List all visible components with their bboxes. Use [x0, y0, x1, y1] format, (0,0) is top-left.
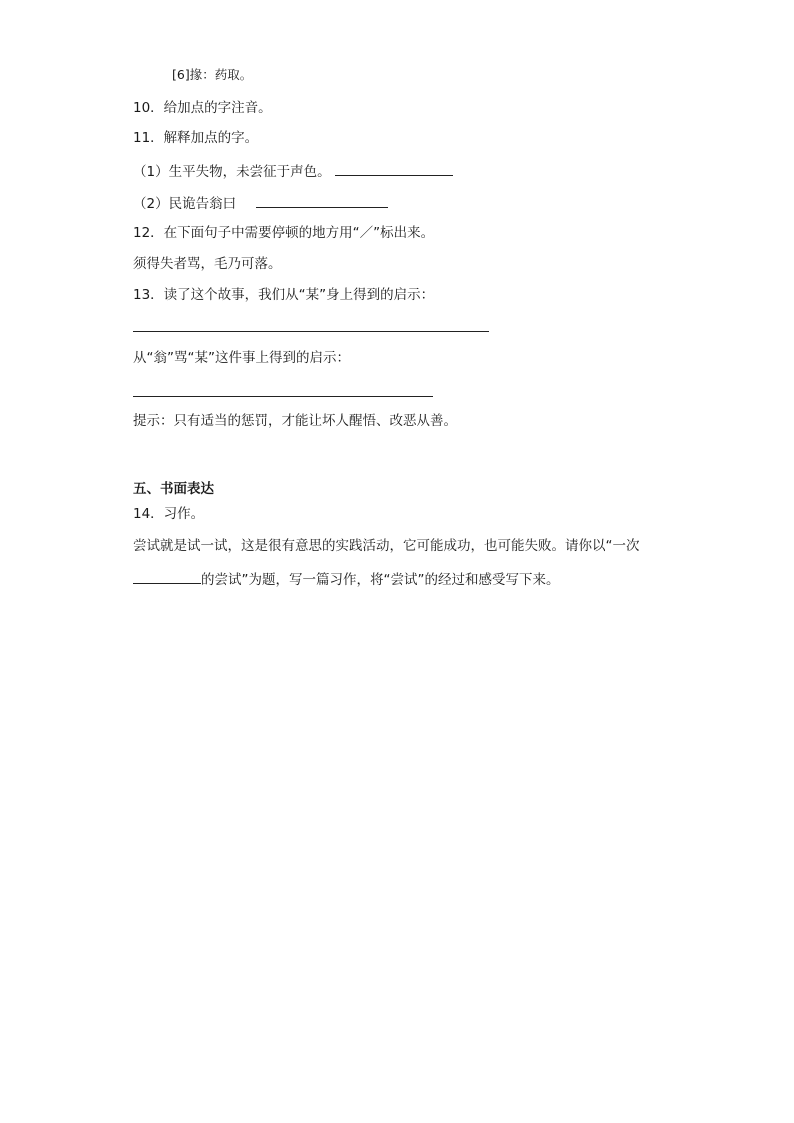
question-14-line-1: 尝试就是试一试，这是很有意思的实践活动，它可能成功，也可能失败。请你以“一次	[133, 538, 640, 554]
question-12-sentence: 须得失者骂，毛乃可落。	[133, 256, 282, 272]
answer-blank-14-title[interactable]	[133, 569, 201, 584]
question-14-line-2	[133, 569, 559, 589]
question-11-item-1-text: （1）生平失物，未尝征于声色。	[133, 164, 331, 180]
hint-text: 提示：只有适当的惩罚，才能让坏人醒悟、改恶从善。	[133, 413, 457, 429]
question-13-part-b: 从“翁”骂“某”这件事上得到的启示：	[133, 350, 350, 366]
answer-blank-11-1[interactable]	[335, 161, 453, 176]
footnote-6: [6]掾：药取。	[172, 67, 253, 82]
question-14-line-2-text: 的尝试”为题，写一篇习作，将“尝试”的经过和感受写下来。	[201, 572, 560, 588]
question-11: 11．解释加点的字。	[133, 130, 259, 146]
question-10: 10．给加点的字注音。	[133, 100, 272, 116]
question-11-item-2	[133, 193, 388, 213]
question-14: 14．习作。	[133, 506, 205, 522]
question-12: 12．在下面句子中需要停顿的地方用“／”标出来。	[133, 225, 435, 241]
answer-blank-11-2[interactable]	[256, 193, 388, 208]
question-11-item-1	[133, 161, 453, 181]
question-11-item-2-text: （2）民诡告翁曰	[133, 196, 237, 212]
answer-line-13-a[interactable]	[133, 331, 489, 332]
answer-line-13-b[interactable]	[133, 396, 433, 397]
question-13: 13．读了这个故事，我们从“某”身上得到的启示：	[133, 287, 435, 303]
section-heading-5: 五、书面表达	[133, 481, 214, 497]
